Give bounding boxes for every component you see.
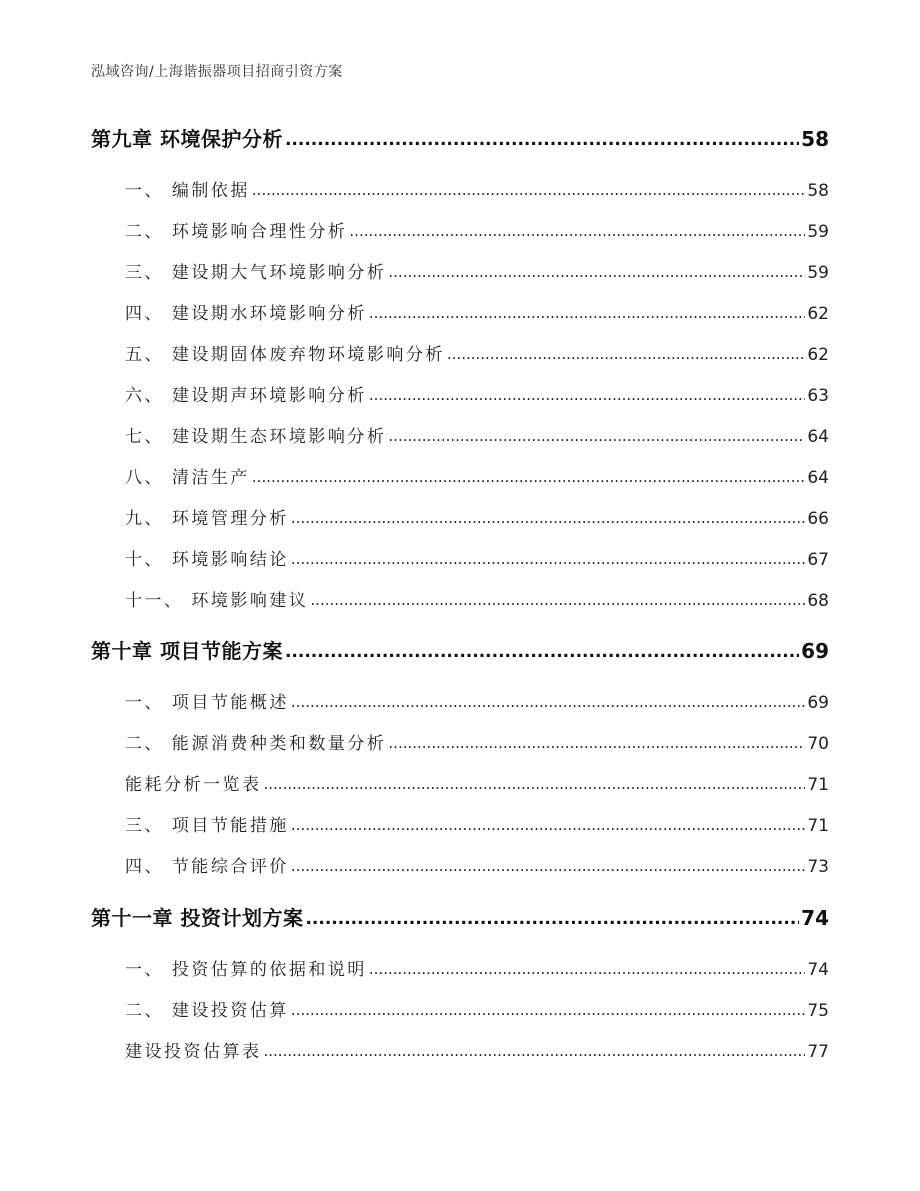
toc-section[interactable] [0,381,920,406]
toc-chapter-9[interactable] [0,123,920,152]
toc-entry-page: 74 [801,906,829,930]
dot-leader [291,550,805,568]
toc-section[interactable] [0,545,920,570]
dot-leader [305,909,799,929]
toc-entry-title: 二、 环境影响合理性分析 [125,222,348,242]
toc-entry-title: 第九章 环境保护分析 [91,127,283,151]
toc-entry-page: 62 [807,345,829,365]
dot-leader [369,386,805,404]
dot-leader [291,1001,805,1019]
toc-section[interactable] [0,996,920,1021]
toc-entry-title: 九、 环境管理分析 [125,509,289,529]
dot-leader [264,1042,806,1060]
dot-leader [285,130,799,150]
toc-chapter-11[interactable] [0,902,920,931]
toc-section[interactable] [0,176,920,201]
toc-entry-title: 四、 建设期水环境影响分析 [125,304,367,324]
dot-leader [388,734,805,752]
toc-section[interactable] [0,688,920,713]
toc-entry-title: 二、 建设投资估算 [125,1001,289,1021]
toc-entry-page: 67 [807,550,829,570]
toc-entry-title: 八、 清洁生产 [125,468,250,488]
toc-section[interactable] [0,217,920,242]
toc-section[interactable] [0,811,920,836]
dot-leader [310,591,805,609]
toc-entry-title: 二、 能源消费种类和数量分析 [125,734,387,754]
dot-leader [291,816,805,834]
toc-entry-title: 十、 环境影响结论 [125,550,289,570]
dot-leader [369,960,805,978]
dot-leader [388,263,805,281]
toc-entry-title: 一、 编制依据 [125,181,250,201]
toc-entry-page: 64 [807,468,829,488]
toc-section[interactable] [0,504,920,529]
toc-entry-page: 64 [807,427,829,447]
toc-entry-page: 58 [801,127,829,151]
toc-entry-title: 六、 建设期声环境影响分析 [125,386,367,406]
toc-entry-page: 59 [807,222,829,242]
toc-entry-page: 68 [807,591,829,611]
dot-leader [252,181,805,199]
dot-leader [291,857,805,875]
toc-entry-page: 73 [807,857,829,877]
toc-entry-page: 66 [807,509,829,529]
toc-entry-page: 59 [807,263,829,283]
toc-entry-page: 69 [801,639,829,663]
toc-entry-page: 74 [807,960,829,980]
toc-section[interactable] [0,955,920,980]
toc-entry-page: 70 [807,734,829,754]
toc-section[interactable] [0,258,920,283]
dot-leader [285,642,799,662]
toc-entry-page: 63 [807,386,829,406]
toc-entry-page: 75 [807,1001,829,1021]
toc-entry-title: 七、 建设期生态环境影响分析 [125,427,387,447]
toc-section[interactable] [0,852,920,877]
dot-leader [291,509,805,527]
toc-entry-title: 能耗分析一览表 [125,775,262,795]
toc-entry-page: 71 [807,775,829,795]
dot-leader [369,304,805,322]
toc-section[interactable] [0,340,920,365]
toc-entry-title: 第十一章 投资计划方案 [91,906,304,930]
toc-entry-title: 十一、 环境影响建议 [125,591,309,611]
toc-entry-title: 五、 建设期固体废弃物环境影响分析 [125,345,445,365]
dot-leader [291,693,805,711]
dot-leader [264,775,806,793]
toc-entry-title: 四、 节能综合评价 [125,857,289,877]
toc-entry-title: 建设投资估算表 [125,1042,262,1062]
toc-entry-page: 69 [807,693,829,713]
toc-entry-page: 62 [807,304,829,324]
toc-chapter-10[interactable] [0,635,920,664]
dot-leader [388,427,805,445]
toc-entry-title: 三、 建设期大气环境影响分析 [125,263,387,283]
toc-section[interactable] [0,463,920,488]
toc-entry-title: 一、 投资估算的依据和说明 [125,960,367,980]
page-header: 泓域咨询/上海谐振器项目招商引资方案 [91,64,343,80]
dot-leader [252,468,805,486]
toc-entry-page: 71 [807,816,829,836]
toc-entry-page: 77 [807,1042,829,1062]
toc-section[interactable] [0,299,920,324]
toc-entry-page: 58 [807,181,829,201]
toc-entry-title: 第十章 项目节能方案 [91,639,283,663]
toc-section[interactable] [0,422,920,447]
dot-leader [349,222,805,240]
toc-section[interactable] [0,1037,920,1062]
dot-leader [447,345,805,363]
toc-section[interactable] [0,586,920,611]
toc-entry-title: 一、 项目节能概述 [125,693,289,713]
toc-section[interactable] [0,770,920,795]
toc-entry-title: 三、 项目节能措施 [125,816,289,836]
toc-section[interactable] [0,729,920,754]
